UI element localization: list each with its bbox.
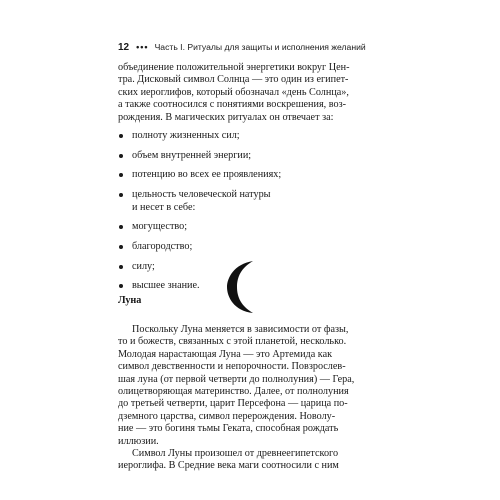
text-line: а также соотносился с понятиями воскрешения, воз- — [118, 99, 346, 111]
text-line: рождения. В магических ритуалах он отвечает за: — [118, 111, 334, 123]
section-moon-text — [118, 324, 383, 473]
list-item: цельность человеческой натуры и несет в себе: — [118, 189, 383, 214]
text-line: иероглифа. В Средние века маги соотносили с ним — [118, 460, 339, 472]
text-line: дземного царства, символ перерождения. Новолу- — [118, 410, 336, 422]
text-line: Поскольку Луна меняется в зависимости от фазы, — [132, 324, 349, 335]
crescent-moon-icon — [226, 260, 262, 314]
bullet-icon — [119, 134, 123, 138]
list-item: могущество; — [118, 221, 383, 233]
bullet-icon — [119, 284, 123, 288]
text-line: до третьей четверти, царит Персефона — царица по- — [118, 398, 348, 410]
text-line: иллюзии. — [118, 435, 159, 447]
list-item: высшее знание. — [118, 280, 383, 292]
text-line: символ девственности и непорочности. Повзрослев- — [118, 361, 346, 373]
text-line: олицетворяющая материнство. Далее, от полнолуния — [118, 386, 349, 398]
list-item: силу; — [118, 261, 383, 273]
bullet-icon — [119, 225, 123, 229]
running-title: Часть I. Ритуалы для защиты и исполнения желаний — [154, 42, 366, 52]
bullet-icon — [119, 245, 123, 249]
text-line: шая луна (от первой четверти до полнолуния) — Гера, — [118, 373, 355, 385]
bullet-icon — [119, 265, 123, 269]
list-item: благородство; — [118, 241, 383, 253]
list-item: полноту жизненных сил; — [118, 130, 383, 142]
page-number: 12 — [118, 41, 130, 53]
text-line: ние — это богиня тьмы Геката, способная рождать — [118, 423, 339, 435]
text-line: ских иероглифов, который обозначал «день Солнца», — [118, 86, 349, 98]
sun-paragraph — [118, 62, 383, 124]
text-line: то и божеств, связанных с этой планетой, несколько. — [118, 336, 347, 348]
text-line: Символ Луны произошел от древнеегипетского — [132, 448, 339, 460]
header-dots: ••• — [136, 42, 149, 52]
text-line: объединение положительной энергетики вокруг Цен- — [118, 62, 350, 73]
running-header — [118, 40, 388, 54]
section-heading-moon: Луна — [118, 294, 142, 306]
text-line: тра. Дисковый символ Солнца — это один из египет- — [118, 74, 349, 86]
list-item: объем внутренней энергии; — [118, 150, 383, 162]
text-line: Молодая нарастающая Луна — это Артемида как — [118, 348, 333, 360]
bullet-icon — [119, 173, 123, 177]
moon-paragraph-1 — [118, 324, 383, 448]
list-item: потенцию во всех ее проявлениях; — [118, 169, 383, 181]
bullet-icon — [119, 193, 123, 197]
bullet-icon — [119, 154, 123, 158]
moon-paragraph-2 — [118, 448, 383, 473]
